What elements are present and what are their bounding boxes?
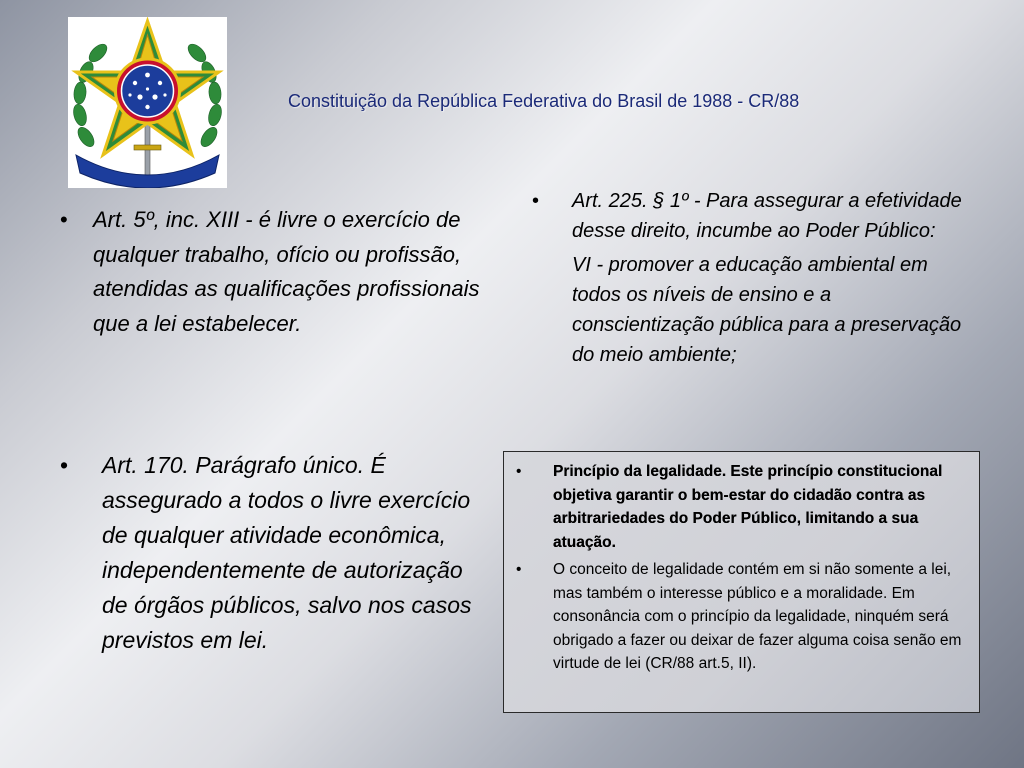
slide-title: Constituição da República Federativa do Brasil de 1988 - CR/88	[288, 91, 800, 111]
bullet-dot: •	[60, 452, 69, 478]
legality-concept-item	[516, 558, 971, 676]
article-5-bullet	[60, 203, 480, 341]
legality-concept-text: O conceito de legalidade contém em si não somente a lei, mas também o interesse público e a moralidade. Em consonância com o princípio da legalidade, ninquém será obrigado a fazer ou deixar de fazer alguma coisa senão em virtude de lei (CR/88 art.5, II).	[553, 561, 962, 672]
article-170-text: Art. 170. Parágrafo único. É assegurado a todos o livre exercício de qualquer atividade econômica, independentemente de autorização de órgãos públicos, salvo nos casos previstos em lei.	[102, 452, 472, 653]
legality-principle-text: Princípio da legalidade. Este princípio constitucional objetiva garantir o bem-estar do cidadão contra as arbitrariedades do Poder Público, limitando a sua atuação.	[553, 463, 943, 551]
bullet-dot: •	[60, 207, 68, 232]
article-170-bullet	[60, 448, 480, 658]
brazil-coat-of-arms-logo	[68, 17, 227, 188]
bullet-dot: •	[516, 463, 522, 480]
article-225-item-vi: VI - promover a educação ambiental em todos os níveis de ensino e a conscientização pública para a preservação do meio ambiente;	[572, 254, 962, 366]
bullet-dot: •	[516, 561, 522, 578]
article-225-text: Art. 225. § 1º - Para assegurar a efetividade desse direito, incumbe ao Poder Público:	[572, 190, 962, 242]
legality-principle-box	[503, 451, 980, 713]
article-225-bullet	[532, 186, 972, 370]
legality-principle-item	[516, 460, 971, 554]
article-5-text: Art. 5º, inc. XIII - é livre o exercício de qualquer trabalho, ofício ou profissão, atendidas as qualificações profissionais que a lei estabelecer.	[93, 207, 480, 336]
coat-of-arms-emblem	[68, 17, 227, 188]
bullet-dot: •	[532, 190, 540, 212]
